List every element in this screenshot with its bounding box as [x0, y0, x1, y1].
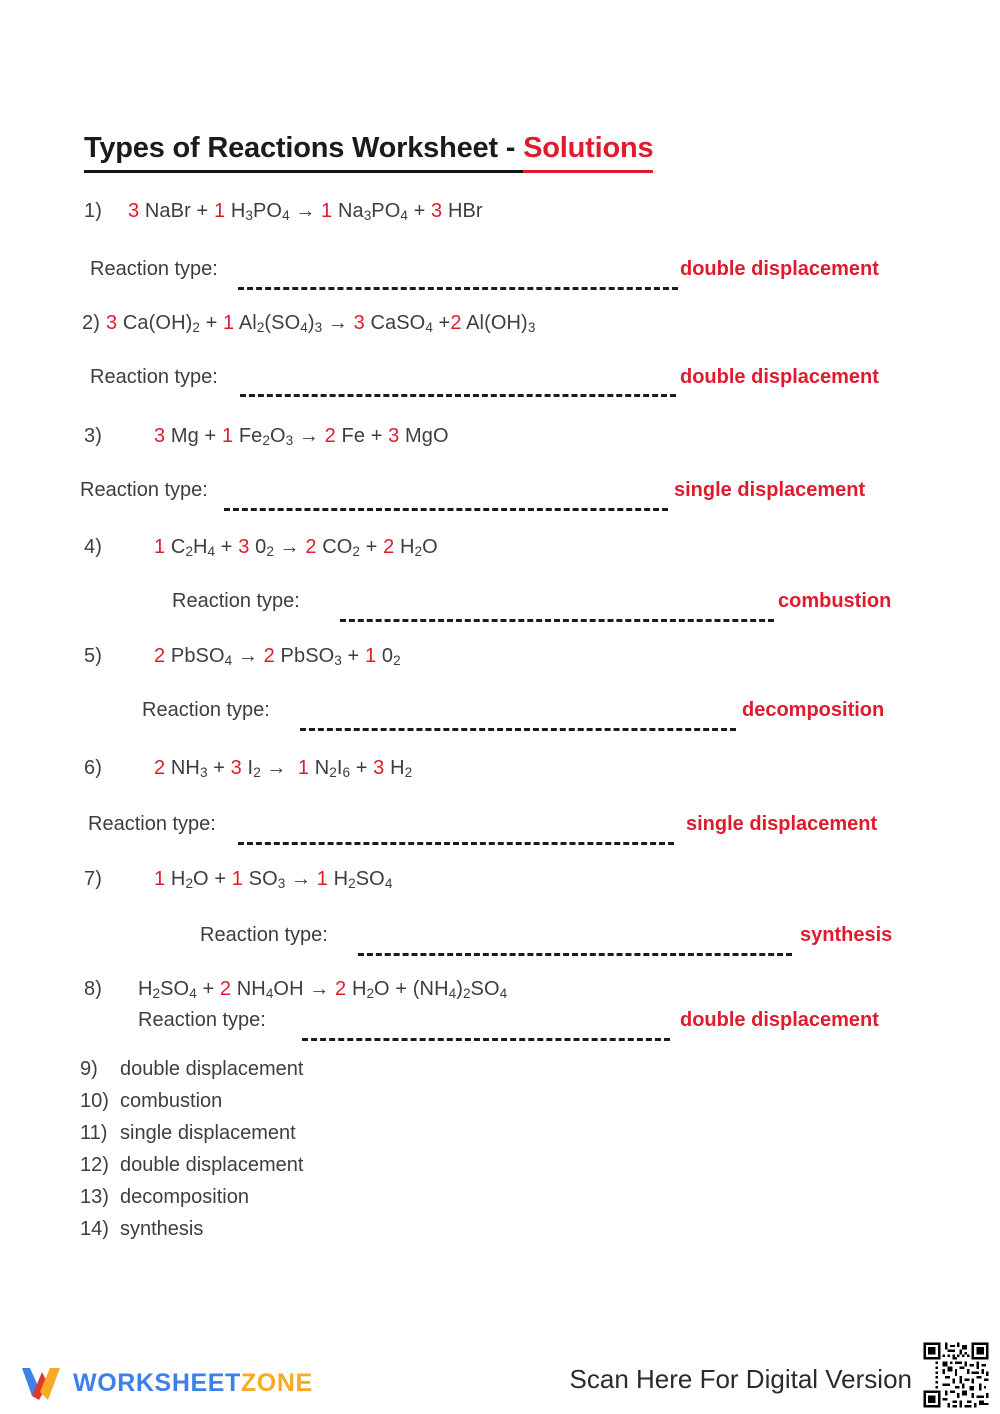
- list-item: [80, 1122, 303, 1154]
- answer-list-number: 9): [80, 1058, 98, 1080]
- logo-word-worksheet: WORKSHEET: [73, 1368, 241, 1397]
- equation-1-number: 1): [84, 200, 102, 222]
- answer-7: synthesis: [800, 924, 893, 946]
- answer-list-label: combustion: [120, 1090, 223, 1112]
- answer-list-label: single displacement: [120, 1122, 296, 1144]
- answer-8: double displacement: [680, 1009, 879, 1031]
- answer-list-number: 14): [80, 1218, 109, 1240]
- answer-3: single displacement: [674, 479, 866, 501]
- answer-list-number: 12): [80, 1154, 109, 1176]
- answer-line-6: [238, 842, 674, 845]
- equation-6-number: 6): [84, 757, 102, 779]
- equation-4-body: 1 $C_2H_4 + 3$ $0_2 \to 2$ $CO_2 + 2$ $H_2O$: [154, 536, 438, 559]
- answer-2: double displacement: [680, 366, 879, 388]
- answer-line-4: [340, 619, 774, 622]
- answer-1: double displacement: [680, 258, 879, 280]
- answer-list-label: double displacement: [120, 1154, 304, 1176]
- reaction-type-label-2: Reaction type:: [90, 366, 218, 388]
- answer-line-2: [240, 394, 676, 397]
- answer-line-7: [358, 953, 792, 956]
- equation-3: [84, 425, 449, 448]
- equation-6-body: 2 $NH_3 + 3$ $I_2 \to 1$ $N_2I_6 + 3$ $H_2$: [154, 757, 413, 780]
- list-item: [80, 1090, 303, 1122]
- answer-list-label: decomposition: [120, 1186, 249, 1208]
- list-item: [80, 1154, 303, 1186]
- answer-5: decomposition: [742, 699, 885, 721]
- answer-line-3: [224, 508, 668, 511]
- answer-4: combustion: [778, 590, 892, 612]
- equation-3-body: 3 Mg + 1 $Fe_2O_3 \to 2$ Fe + 3 MgO: [154, 425, 449, 448]
- equation-4-number: 4): [84, 536, 102, 558]
- equation-8: [84, 978, 507, 1001]
- answer-line-8: [302, 1038, 670, 1041]
- equation-5: [84, 645, 401, 668]
- answer-list-label: synthesis: [120, 1218, 204, 1240]
- worksheetzone-logo[interactable]: [18, 1362, 313, 1404]
- equation-1-body: 3 NaBr + 1 $H_3PO_4 \to 1$ $Na_3PO_4 + 3$ HBr: [128, 200, 483, 223]
- equation-4: [84, 536, 438, 559]
- list-item: [80, 1058, 303, 1090]
- scan-instruction: Scan Here For Digital Version: [569, 1364, 912, 1394]
- qr-code[interactable]: [919, 1338, 993, 1412]
- equation-7-number: 7): [84, 868, 102, 890]
- answer-list-number: 13): [80, 1186, 109, 1208]
- logo-wordmark: [73, 1369, 313, 1398]
- answer-6: single displacement: [686, 813, 878, 835]
- logo-word-zone: ZONE: [240, 1368, 313, 1397]
- equation-5-body: 2 PbSO$_4$ → 2 PbSO$_3$ + 1 $0_2$: [154, 645, 401, 668]
- answer-list: [80, 1058, 303, 1250]
- reaction-type-label-3: Reaction type:: [80, 479, 208, 501]
- reaction-type-label-1: Reaction type:: [90, 258, 218, 280]
- equation-2-number: 2): [82, 312, 100, 334]
- equation-3-number: 3): [84, 425, 102, 447]
- equation-2-body: 3 $Ca(OH)_2 + 1$ $Al_2(SO_4)_3 \to 3$ CaSO$_4$ +2 $Al(OH)_3$: [106, 312, 536, 335]
- equation-8-body: $H_2SO_4 + 2$ $NH_4OH \to 2$ $H_2O + (NH_4)_2SO_4$: [138, 978, 508, 1001]
- page-title-accent: Solutions: [523, 132, 653, 173]
- equation-1: [84, 200, 483, 223]
- reaction-type-label-5: Reaction type:: [142, 699, 270, 721]
- equation-6: [84, 757, 412, 780]
- page-title: [84, 132, 653, 173]
- equation-7: [84, 868, 392, 891]
- reaction-type-label-6: Reaction type:: [88, 813, 216, 835]
- equation-7-body: 1 $H_2O + 1$ $SO_3 \to 1$ $H_2SO_4$: [154, 868, 393, 891]
- reaction-type-label-8: Reaction type:: [138, 1009, 266, 1031]
- logo-w-icon: [18, 1362, 64, 1404]
- reaction-type-label-7: Reaction type:: [200, 924, 328, 946]
- reaction-type-label-4: Reaction type:: [172, 590, 300, 612]
- answer-list-number: 11): [80, 1122, 108, 1144]
- list-item: [80, 1218, 303, 1250]
- equation-8-number: 8): [84, 978, 102, 1000]
- answer-line-1: [238, 287, 678, 290]
- answer-line-5: [300, 728, 736, 731]
- equation-2: [82, 312, 535, 335]
- answer-list-label: double displacement: [120, 1058, 304, 1080]
- equation-5-number: 5): [84, 645, 102, 667]
- page-title-main: Types of Reactions Worksheet -: [84, 132, 523, 173]
- list-item: [80, 1186, 303, 1218]
- answer-list-number: 10): [80, 1090, 109, 1112]
